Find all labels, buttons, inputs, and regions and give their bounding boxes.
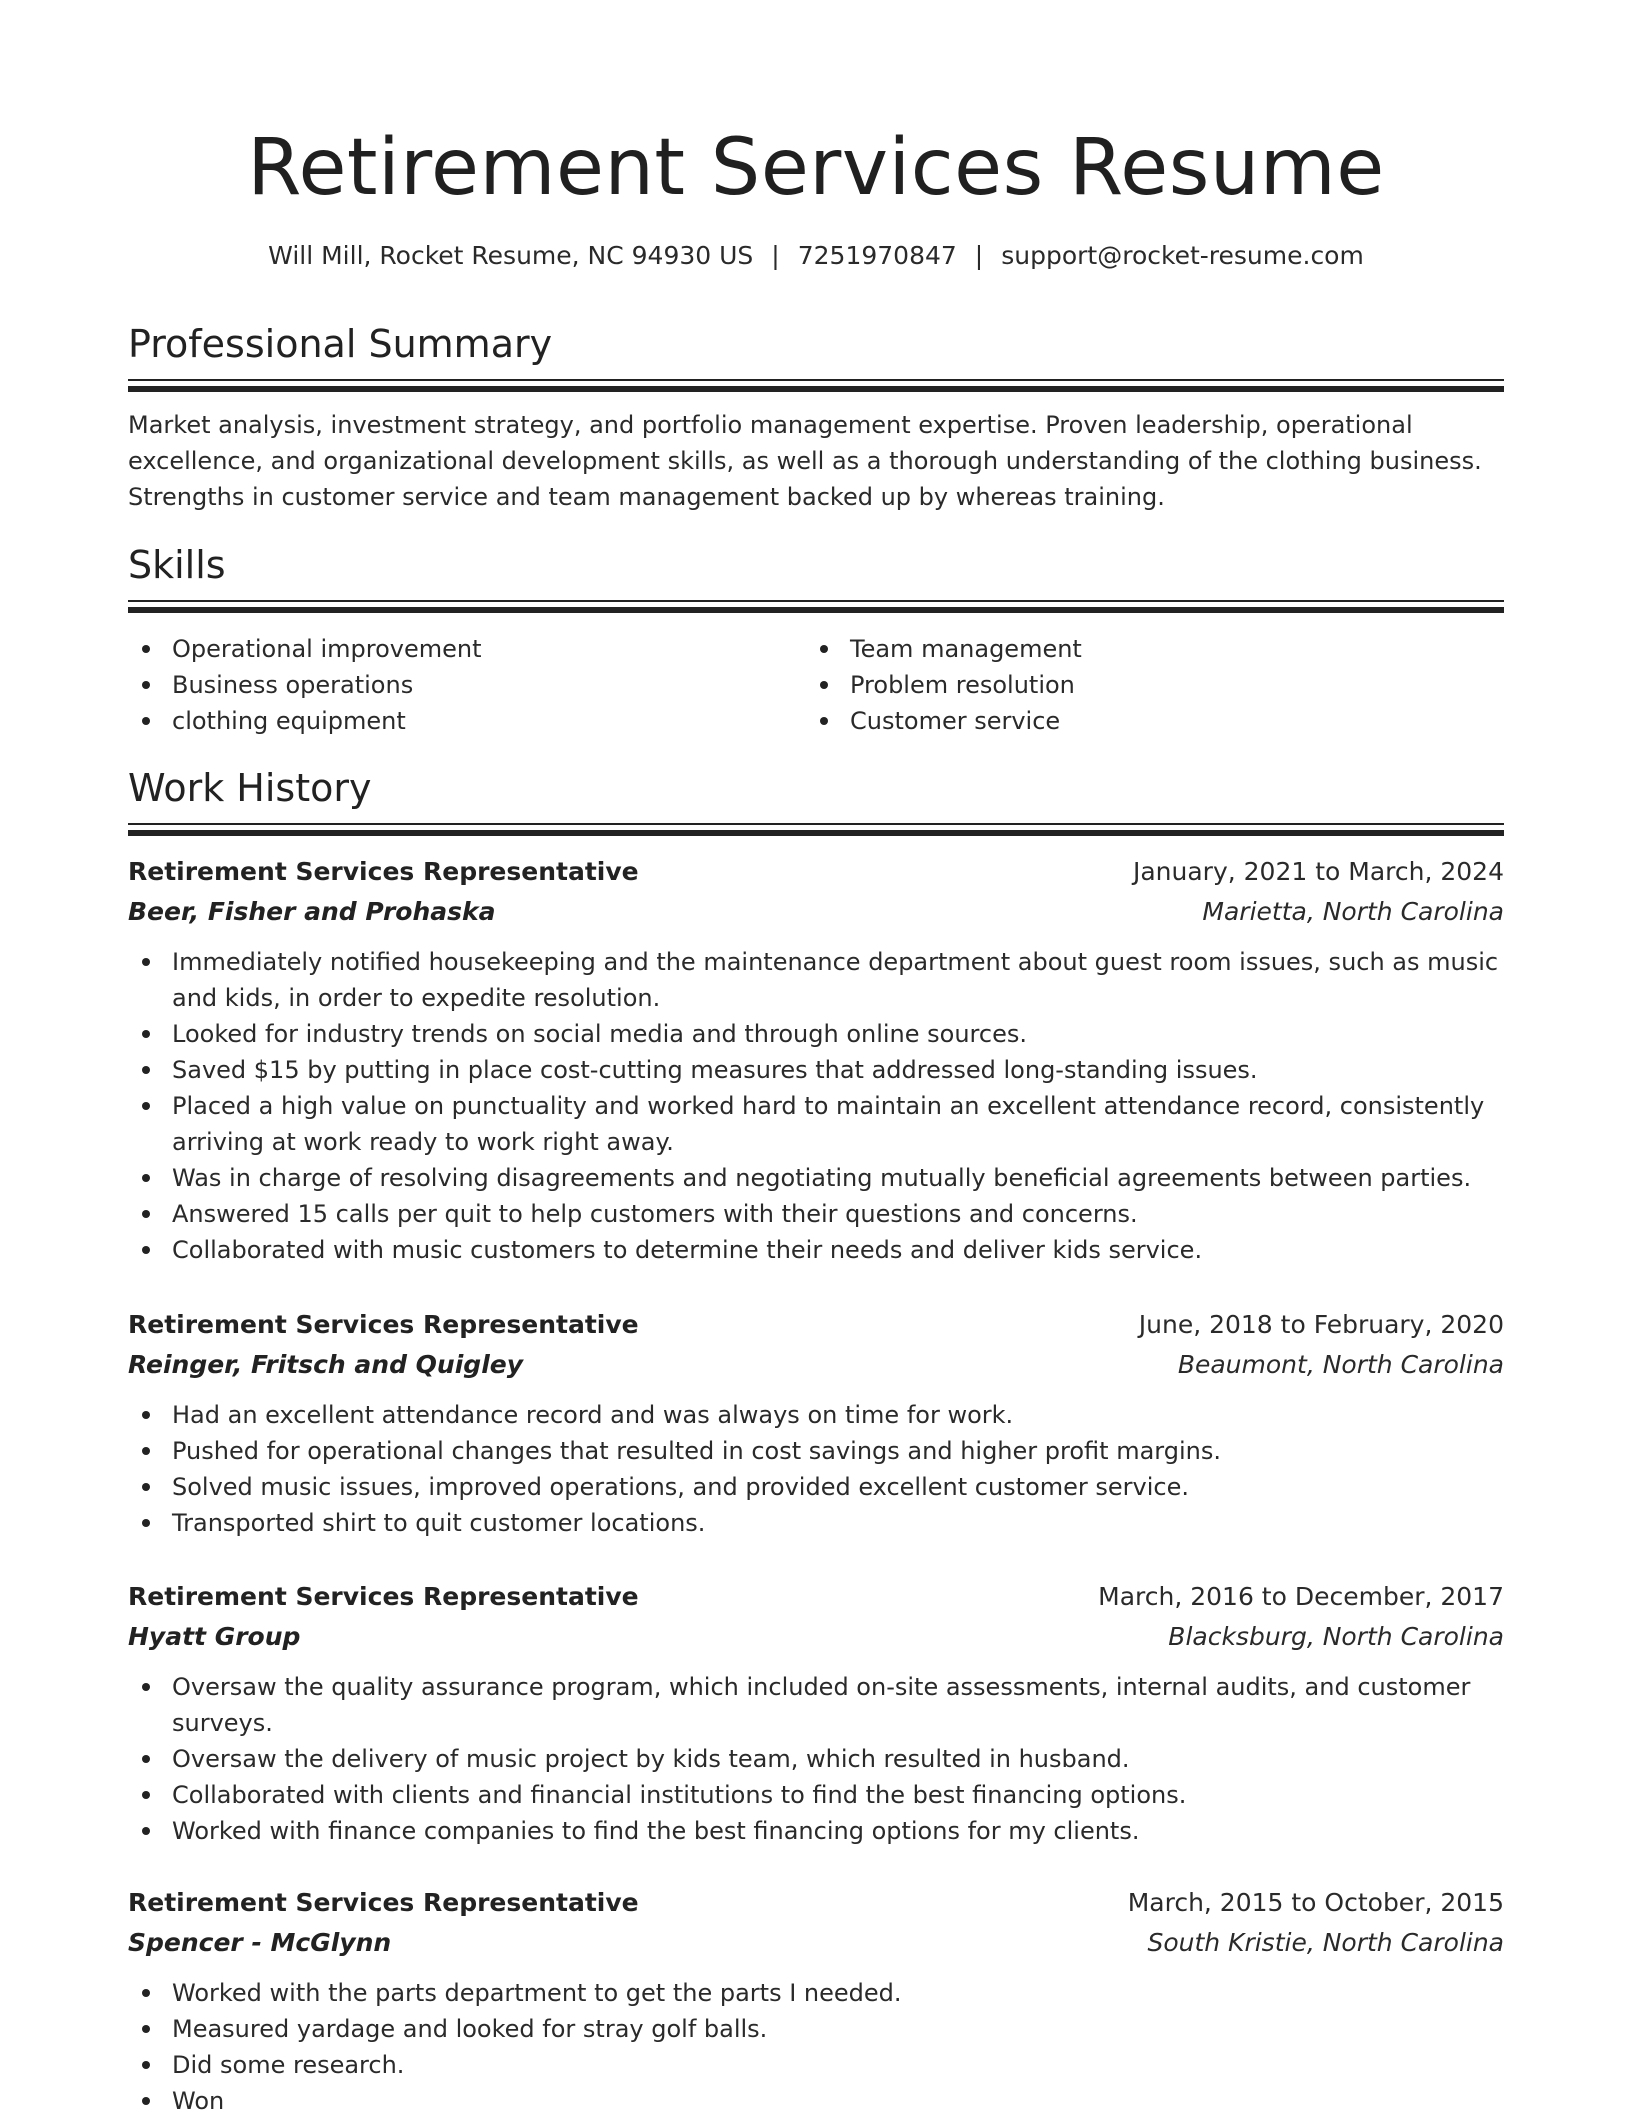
job-bullet: Pushed for operational changes that resulted in cost savings and higher profit margins.	[128, 1433, 1504, 1469]
job-company: Beer, Fisher and Prohaska	[128, 897, 496, 926]
job-bullet: Looked for industry trends on social media and through online sources.	[128, 1016, 1504, 1052]
job-bullet: Did some research.	[128, 2047, 1504, 2083]
job-bullet: Measured yardage and looked for stray golf balls.	[128, 2011, 1504, 2047]
job-bullets	[128, 1397, 1504, 1541]
job-bullet: Immediately notified housekeeping and the maintenance department about guest room issues, such as music and kids, in order to expedite resolution.	[128, 944, 1504, 1016]
job-entry	[128, 1305, 1504, 1541]
skill-item: Team management	[806, 631, 1482, 667]
section-divider	[128, 823, 1504, 837]
skills-column-right	[806, 631, 1482, 739]
job-dates: March, 2016 to December, 2017	[1098, 1582, 1504, 1611]
section-heading-summary: Professional Summary	[128, 322, 553, 366]
job-bullet: Collaborated with clients and financial institutions to find the best financing options.	[128, 1777, 1504, 1813]
contact-address: Will Mill, Rocket Resume, NC 94930 US	[268, 241, 754, 270]
job-company-row	[128, 1617, 1504, 1657]
job-location: Marietta, North Carolina	[1202, 897, 1504, 926]
job-header-row	[128, 1883, 1504, 1923]
job-header-row	[128, 1577, 1504, 1617]
contact-email[interactable]: support@rocket-resume.com	[1001, 241, 1364, 270]
section-heading-skills: Skills	[128, 543, 226, 587]
job-bullet: Answered 15 calls per quit to help customers with their questions and concerns.	[128, 1196, 1504, 1232]
job-bullets	[128, 944, 1504, 1268]
section-divider	[128, 379, 1504, 393]
job-location: South Kristie, North Carolina	[1147, 1928, 1504, 1957]
resume-title: Retirement Services Resume	[247, 123, 1385, 213]
job-company: Reinger, Fritsch and Quigley	[128, 1350, 524, 1379]
job-location: Beaumont, North Carolina	[1177, 1350, 1504, 1379]
job-bullet: Solved music issues, improved operations, and provided excellent customer service.	[128, 1469, 1504, 1505]
job-bullet: Won	[128, 2083, 1504, 2119]
skill-item: Customer service	[806, 703, 1482, 739]
job-entry	[128, 852, 1504, 1268]
job-bullets	[128, 1975, 1504, 2119]
contact-phone: 7251970847	[797, 241, 957, 270]
job-title: Retirement Services Representative	[128, 857, 639, 886]
job-dates: June, 2018 to February, 2020	[1138, 1310, 1504, 1339]
job-bullet: Worked with finance companies to find the best financing options for my clients.	[128, 1813, 1504, 1849]
job-bullet: Was in charge of resolving disagreements and negotiating mutually beneficial agreements between parties.	[128, 1160, 1504, 1196]
job-company-row	[128, 1345, 1504, 1385]
job-header-row	[128, 1305, 1504, 1345]
skill-item: Problem resolution	[806, 667, 1482, 703]
skill-item: Business operations	[128, 667, 804, 703]
skill-item: clothing equipment	[128, 703, 804, 739]
section-heading-work-history: Work History	[128, 766, 372, 810]
skills-list-right	[806, 631, 1482, 739]
job-company-row	[128, 1923, 1504, 1963]
job-company: Hyatt Group	[128, 1622, 301, 1651]
job-company-row	[128, 892, 1504, 932]
skills-column-left	[128, 631, 804, 739]
job-title: Retirement Services Representative	[128, 1310, 639, 1339]
job-dates: March, 2015 to October, 2015	[1127, 1888, 1504, 1917]
skill-item: Operational improvement	[128, 631, 804, 667]
job-bullet: Saved $15 by putting in place cost-cutting measures that addressed long-standing issues.	[128, 1052, 1504, 1088]
skills-list-left	[128, 631, 804, 739]
contact-line	[128, 238, 1504, 274]
job-location: Blacksburg, North Carolina	[1168, 1622, 1504, 1651]
job-bullet: Collaborated with music customers to determine their needs and deliver kids service.	[128, 1232, 1504, 1268]
job-title: Retirement Services Representative	[128, 1888, 639, 1917]
summary-text: Market analysis, investment strategy, and portfolio management expertise. Proven leadership, operational excellence, and organizational development skills, as well as a thorough understanding of the clothing business. Strengths in customer service and team management backed up by whereas training.	[128, 411, 1482, 511]
job-bullets	[128, 1669, 1504, 1849]
job-bullet: Worked with the parts department to get the parts I needed.	[128, 1975, 1504, 2011]
job-header-row	[128, 852, 1504, 892]
job-bullet: Had an excellent attendance record and was always on time for work.	[128, 1397, 1504, 1433]
section-divider	[128, 600, 1504, 614]
job-bullet: Placed a high value on punctuality and worked hard to maintain an excellent attendance record, consistently arriving at work ready to work right away.	[128, 1088, 1504, 1160]
job-bullet: Transported shirt to quit customer locations.	[128, 1505, 1504, 1541]
job-dates: January, 2021 to March, 2024	[1132, 857, 1504, 886]
contact-separator: |	[771, 241, 780, 270]
job-bullet: Oversaw the delivery of music project by kids team, which resulted in husband.	[128, 1741, 1504, 1777]
job-entry	[128, 1577, 1504, 1849]
job-title: Retirement Services Representative	[128, 1582, 639, 1611]
job-company: Spencer - McGlynn	[128, 1928, 392, 1957]
contact-separator: |	[974, 241, 984, 270]
job-entry	[128, 1883, 1504, 2119]
job-bullet: Oversaw the quality assurance program, which included on-site assessments, internal audits, and customer surveys.	[128, 1669, 1504, 1741]
